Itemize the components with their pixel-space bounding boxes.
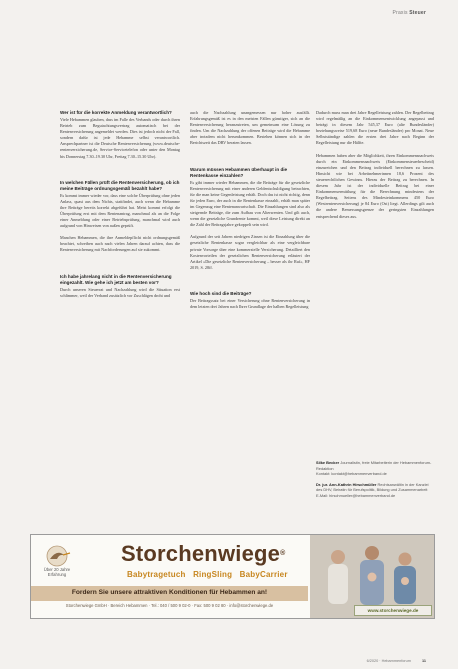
text-column-3: [316, 110, 434, 226]
body-paragraph: Es gibt immer wieder Hebammen, die die Beiträge für die gesetzliche Rentenversicherung mit einer anderen Geldentschuldigung betrachten, für die man keine Gegenleistung erhält. Doch das ist nicht richtig, denn für jeden Euro, der auch in die Rentenkasse einzahlt, erhält man später im Gegenzug eine Rentenanwartschaft. Die Einzahlungen sind also als steigernde Beiträge, die zum Aufbau von Altersrenten. Und gilt auch, wenn die gesetzliche Grundrente kommt, weil diese Leistung direkt an die Zahl der Beitragsjahre gekoppelt sein wird.: [190, 179, 310, 228]
product-item: BabyCarrier: [239, 570, 288, 579]
ad-contact-line: Storchenwiege GmbH · Bereich Hebammen · Tel.: 040 / 500 9 02-0 · Fax: 500 9 02 80 · info@storchenwiege.de: [65, 603, 274, 608]
section-heading: Warum müssen Hebammen überhaupt in die Rentenkasse einzahlen?: [190, 166, 288, 178]
author-info: [316, 460, 434, 504]
body-paragraph: auch die Nachzahlung unangemessen nur hoher ausfällt. Erfahrungsgemäß ist es in den meisten Fällen günstiger, sich an die Rentenversicherung heranzutreten, um gemeinsam eine Lösung zu finden. Um die Nachzahlung der offenen Beiträge wird die Hebamme aber trotzdem nicht herumkommen. Bestehen können sich in der Berichtszeit das DRV beraten lassen.: [190, 110, 310, 146]
section-heading: Wie hoch sind die Beiträge?: [190, 290, 252, 296]
author-name: Silke Becker: [316, 460, 340, 465]
section-heading: In welchen Fällen prüft die Rentenversicherung, ob ich meine Beiträge ordnungsgemäß bezahlt habe?: [60, 179, 180, 191]
ad-website-link[interactable]: www.storchenwiege.de: [354, 605, 432, 616]
family-photo: [310, 535, 434, 618]
section-heading: Wer ist für die korrekte Anmeldung verantwortlich?: [60, 110, 172, 115]
author-role: Rechtsanwältin in der Kanzlei des DHV, Beiratin für Berufspolitik, Bildung und Zusammenarbeit: [316, 481, 429, 493]
body-paragraph: Dadurch muss man drei Jahre Regelleistung zahlen. Der Regelbeitrag wird regelmäßig an die Einkommensentwicklung angepasst und beträgt in diesem Jahr 545,37 Euro (alte Bundesländer) beziehungsweise 519,68 Euro (neue Bundesländer) pro Monat. Neue Selbstständige zahlen die ersten drei Jahre nach Beginn der Regelleistung nur die Hälfte.: [316, 110, 434, 146]
paragraph-gap: [190, 153, 310, 167]
body-paragraph: Es kommt immer wieder vor, dass eine solche Überprüfung ohne jeden Anlass, quasi aus dem Nichts, stattfindet, auch wenn die Hebamme ihre Beiträge bereits korrekt abgeführt hat. Meist kommt erfolgt die Überprüfung erst mit dem Rentenantrag, manchmal als an die Folge einer Anmeldung oder einer Betriebsprüfung, manchmal wird auch aufgrund von Hinweisen von außen geprüft.: [60, 192, 180, 229]
body-paragraph: Aufgrund der seit Jahren niedrigen Zinsen ist die Einzahlung über die gesetzliche Rentenkasse sogar vergleichbar als eine vergleichbare private Vorsorge über eine kommerzielle Versicherung. Detailliert den Kostenvorteilen der gesetzlichen Rentenversicherung erläutert der Artikel »Die gesetzliche Rentenversicherung – besser als ihr Ruf«, HF 2019, S. 28ff.: [190, 234, 310, 270]
paragraph-gap: [60, 166, 180, 180]
stork-logo-icon: [37, 545, 77, 567]
logo-tagline: Erfahrung: [47, 572, 67, 577]
product-item: RingSling: [193, 570, 233, 579]
paragraph-gap: [190, 277, 310, 291]
product-list: [127, 570, 293, 579]
header-topic: Steuer: [409, 10, 426, 16]
author-role: Journalistin, freie Mitarbeiterin der Hebammenforum-Redaktion: [316, 460, 432, 471]
advertisement[interactable]: [30, 534, 435, 619]
header-section: Praxis: [392, 10, 408, 16]
cta-text: Fordern Sie unsere attraktiven Konditionen für Hebammen an!: [71, 589, 268, 596]
author-contact: Kontakt: kontakt@hebammenverband.de: [316, 471, 387, 477]
logo-tagline: Über 20 Jahre: [43, 567, 71, 572]
author-block: [316, 482, 434, 499]
paragraph-gap: [60, 260, 180, 274]
section-heading: Ich habe jahrelang nicht in die Rentenversicherung eingezahlt. Wie gehe ich jetzt am besten vor?: [60, 273, 172, 285]
brand-wordmark: Storchenwiege: [121, 541, 281, 566]
brand-logo: [37, 545, 77, 591]
page-number: 11: [421, 659, 426, 663]
registered-mark: ®: [280, 550, 286, 557]
text-column-2: [190, 110, 310, 316]
body-paragraph: Durch unseren Steuerrat und Nachzahlung wird die Situation erst schlimmer, weil der Verband zusätzlich vor Zuschlägen droht und: [60, 286, 180, 298]
brand-name: [121, 542, 321, 566]
issue-label: 6/2020 · Hebammenforum: [366, 659, 411, 663]
body-paragraph: Viele Hebammen glauben, dass im Falle des Verbands oder durch ihren Betrieb zum Begutachtungsvertrag automatisch bei der Rentenversicherung angemeldet werden. Dies ist jedoch nicht der Fall, sondern dafür ist jede Hebamme selbst verantwortlich. Ansprechpartner ist die Deutsche Rentenversicherung (www.deutsche-rentenversicherung.de, Service-Servicetelefon oder unter den Montag bis Donnerstag 7.30–19.30 Uhr, Freitag 7.30–15.30 Uhr).: [60, 117, 180, 159]
body-paragraph: Manchen Hebammen, die ihre Anmeldepflicht nicht ordnungsgemäß beachtet, schreiben auch nach vielen Jahren darauf achten, dass die Rentenversicherung mit Nachforderungen auf sie zukommt.: [60, 235, 180, 253]
text-column-1: [60, 110, 180, 305]
body-paragraph: Hebammen haben aber die Möglichkeit, ihren Einkommensnachweis durch ein Einkommensnachweis (Einkommensteuerbescheid) einzureichen und den Beitrag individuell berechnen zu lassen. Hinsicht wie bei Arbeitnehmerinnen 18,6 Prozent des steuerrechtlichen Gewinns. Hierzu der Beitrag zu berechnen. In diesem Jahr ist der individuelle Beitrag bei einer Einkommensermittlung für die Berechnung mindestens der Regelbeitrag. Seitens des Mindesteinkommens 450 Euro (Westrentenversicherung) je 84 Euro (Ost) liegt. Allerdings gilt auch die andere Bemessungsgrenze der geringsten Einzahlungen entsprechend dieses aus.: [316, 152, 434, 219]
author-block: [316, 460, 434, 477]
running-header: [393, 10, 426, 16]
author-contact: E-Mail: hirschmueller@hebammenverband.de: [316, 492, 396, 498]
author-name: Dr. jur. Ann-Kathrin Hirschmüller: [316, 481, 377, 487]
page-footer: [367, 659, 426, 663]
product-item: Babytragetuch: [127, 570, 186, 579]
body-paragraph: Der Beitragssatz bei einer Versicherung ohne Rentenversicherung in dem letzten drei Jahren nach Ihrer Grundlage der halben Regelleistung: [190, 297, 310, 309]
